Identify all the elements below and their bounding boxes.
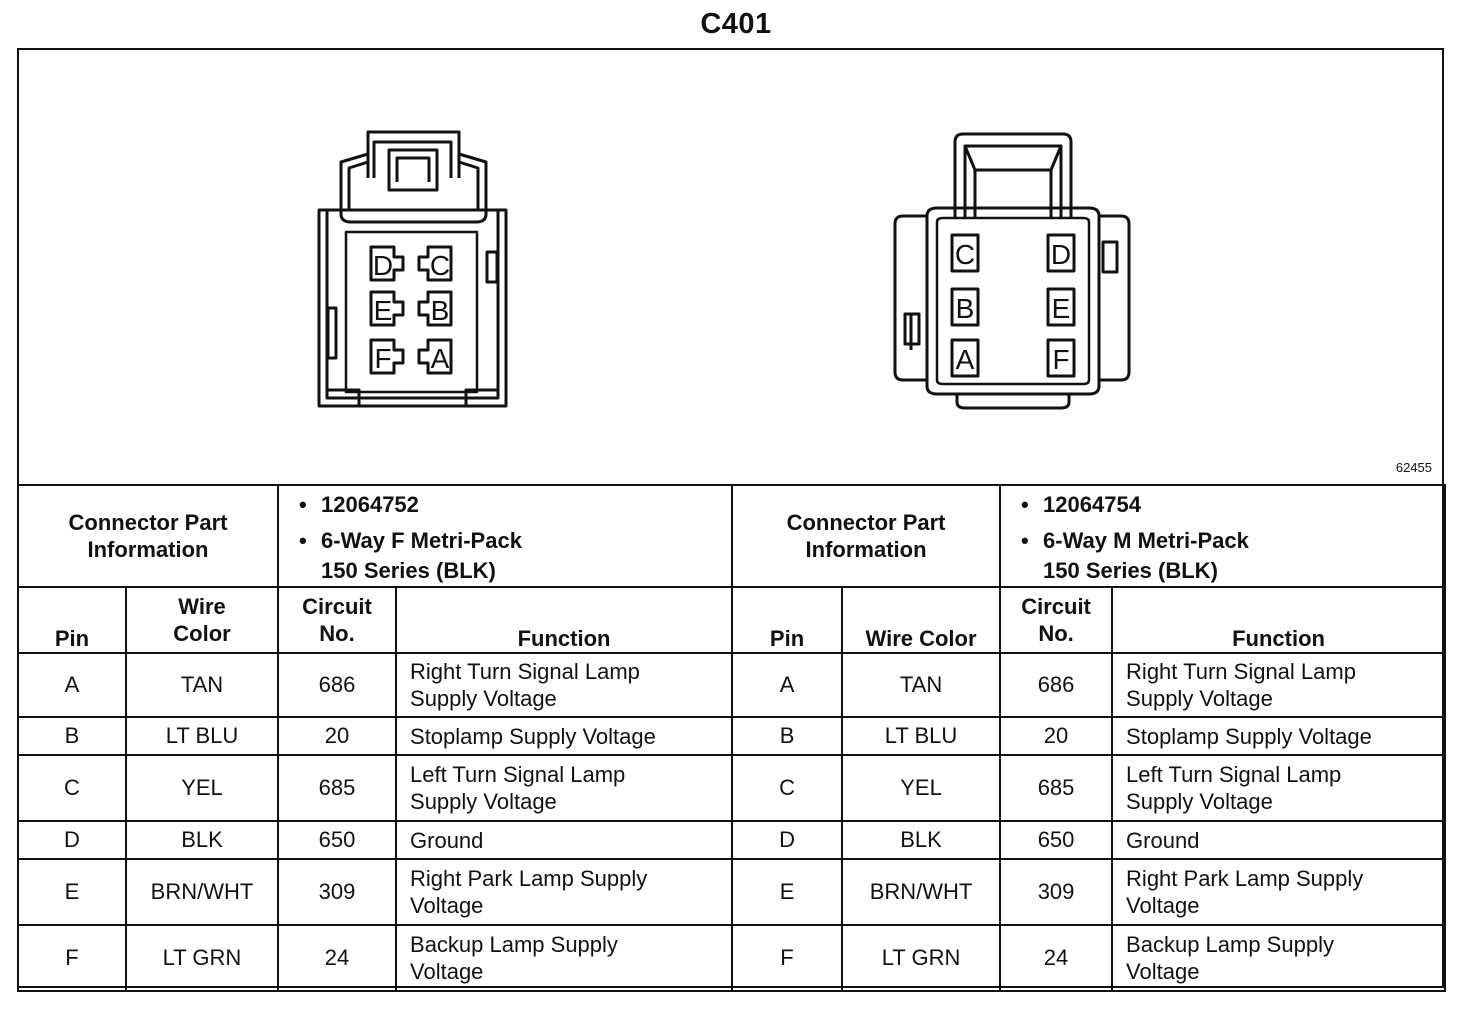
function-cell bbox=[396, 653, 732, 717]
female-cavity-label: A bbox=[430, 343, 450, 374]
wire-color-cell: TAN bbox=[842, 653, 1000, 717]
circuit-cell: 650 bbox=[278, 821, 396, 859]
circuit-cell: 309 bbox=[1000, 859, 1112, 925]
pin-cell: C bbox=[732, 755, 842, 821]
wire-color-cell: BRN/WHT bbox=[842, 859, 1000, 925]
female-cavity-label: D bbox=[372, 250, 394, 281]
function-line: Left Turn Signal Lamp bbox=[1126, 762, 1342, 787]
function-cell bbox=[1112, 653, 1445, 717]
table-row bbox=[18, 717, 1445, 755]
circuit-cell: 686 bbox=[278, 653, 396, 717]
male-cavity-label: E bbox=[1051, 293, 1071, 324]
female-cavity-label: B bbox=[430, 295, 450, 326]
female-cavity-label: C bbox=[429, 250, 451, 281]
pin-cell: A bbox=[18, 653, 126, 717]
wire-color-cell: LT GRN bbox=[842, 925, 1000, 991]
male-cavity-label: C bbox=[954, 239, 976, 270]
header-line: No. bbox=[319, 621, 355, 646]
wire-color-cell: BLK bbox=[126, 821, 278, 859]
header-line: No. bbox=[1038, 621, 1074, 646]
function-header: Function bbox=[1112, 587, 1445, 653]
function-cell bbox=[396, 859, 732, 925]
function-line: Backup Lamp Supply bbox=[410, 932, 618, 957]
function-cell bbox=[1112, 717, 1445, 755]
function-line: Voltage bbox=[410, 893, 484, 918]
function-line: Voltage bbox=[1126, 893, 1200, 918]
male-cavity-label: F bbox=[1052, 344, 1070, 375]
table-row bbox=[18, 653, 1445, 717]
wire-color-cell: BLK bbox=[842, 821, 1000, 859]
function-line: Supply Voltage bbox=[1126, 686, 1273, 711]
function-line: Stoplamp Supply Voltage bbox=[410, 723, 656, 749]
function-cell bbox=[396, 755, 732, 821]
function-line: Voltage bbox=[1126, 959, 1200, 984]
connector-diagram bbox=[19, 50, 1442, 484]
pinout-table bbox=[17, 484, 1446, 992]
table-row bbox=[18, 859, 1445, 925]
pin-cell: E bbox=[18, 859, 126, 925]
circuit-cell: 20 bbox=[1000, 717, 1112, 755]
male-cavity-label: D bbox=[1050, 239, 1072, 270]
function-line: Stoplamp Supply Voltage bbox=[1126, 723, 1372, 749]
table-row bbox=[18, 821, 1445, 859]
pin-header: Pin bbox=[732, 587, 842, 653]
pin-cell: A bbox=[732, 653, 842, 717]
wire-color-cell: YEL bbox=[842, 755, 1000, 821]
function-cell bbox=[1112, 821, 1445, 859]
connector-title: C401 bbox=[700, 8, 772, 40]
pin-cell: E bbox=[732, 859, 842, 925]
pin-cell: B bbox=[18, 717, 126, 755]
circuit-header bbox=[278, 587, 396, 653]
header-line: Circuit bbox=[302, 594, 372, 619]
function-line: Supply Voltage bbox=[410, 686, 557, 711]
wire-color-cell: LT BLU bbox=[126, 717, 278, 755]
pin-cell: D bbox=[732, 821, 842, 859]
part-info-label-line: Connector Part bbox=[786, 510, 946, 535]
connector-frame bbox=[17, 48, 1444, 988]
function-line: Right Park Lamp Supply bbox=[1126, 866, 1364, 891]
part-number: • 12064754 bbox=[1043, 490, 1444, 520]
circuit-cell: 24 bbox=[1000, 925, 1112, 991]
function-line: Left Turn Signal Lamp bbox=[410, 762, 626, 787]
function-line: Right Turn Signal Lamp bbox=[410, 659, 640, 684]
circuit-cell: 686 bbox=[1000, 653, 1112, 717]
function-line: Supply Voltage bbox=[1126, 789, 1273, 814]
table-row bbox=[18, 755, 1445, 821]
function-line: Right Turn Signal Lamp bbox=[1126, 659, 1356, 684]
header-line: Circuit bbox=[1021, 594, 1091, 619]
part-info-label-line: Connector Part bbox=[68, 510, 228, 535]
part-info-label-line: Information bbox=[87, 537, 209, 562]
header-line: Color bbox=[173, 621, 231, 646]
function-cell bbox=[396, 821, 732, 859]
wire-color-cell: LT BLU bbox=[842, 717, 1000, 755]
part-info-row bbox=[18, 485, 1445, 587]
pin-cell: D bbox=[18, 821, 126, 859]
part-number: • 12064752 bbox=[321, 490, 731, 520]
function-line: Supply Voltage bbox=[410, 789, 557, 814]
circuit-cell: 20 bbox=[278, 717, 396, 755]
function-line: Ground bbox=[410, 827, 484, 853]
wire-color-cell: LT GRN bbox=[126, 925, 278, 991]
part-description-cont: 150 Series (BLK) bbox=[1043, 558, 1218, 583]
circuit-cell: 685 bbox=[278, 755, 396, 821]
pin-header: Pin bbox=[18, 587, 126, 653]
circuit-cell: 650 bbox=[1000, 821, 1112, 859]
wire-color-cell: YEL bbox=[126, 755, 278, 821]
part-info-label bbox=[732, 485, 1000, 587]
wire-color-cell: BRN/WHT bbox=[126, 859, 278, 925]
male-cavity-label: A bbox=[955, 344, 975, 375]
part-description: • 6-Way M Metri-Pack bbox=[1043, 526, 1444, 556]
pin-cell: B bbox=[732, 717, 842, 755]
function-line: Ground bbox=[1126, 827, 1200, 853]
function-cell bbox=[1112, 755, 1445, 821]
function-cell bbox=[396, 717, 732, 755]
female-cavity-label: F bbox=[374, 343, 392, 374]
function-header: Function bbox=[396, 587, 732, 653]
male-cavity-label: B bbox=[955, 293, 975, 324]
function-cell bbox=[1112, 859, 1445, 925]
circuit-cell: 24 bbox=[278, 925, 396, 991]
female-cavity-label: E bbox=[373, 295, 393, 326]
function-line: Right Park Lamp Supply bbox=[410, 866, 648, 891]
pin-cell: F bbox=[18, 925, 126, 991]
circuit-header bbox=[1000, 587, 1112, 653]
table-row bbox=[18, 925, 1445, 991]
pin-cell: C bbox=[18, 755, 126, 821]
function-line: Backup Lamp Supply bbox=[1126, 932, 1334, 957]
figure-number: 62455 bbox=[1395, 460, 1432, 475]
part-description: • 6-Way F Metri-Pack bbox=[321, 526, 731, 556]
part-info-label bbox=[18, 485, 278, 587]
pin-rows bbox=[18, 653, 1445, 991]
header-line: Wire bbox=[178, 594, 226, 619]
function-cell bbox=[1112, 925, 1445, 991]
wire-color-cell: TAN bbox=[126, 653, 278, 717]
male-connector-drawing bbox=[895, 134, 1129, 408]
function-cell bbox=[396, 925, 732, 991]
part-info-details bbox=[278, 485, 732, 587]
column-header-row bbox=[18, 587, 1445, 653]
wire-color-header: Wire Color bbox=[842, 587, 1000, 653]
circuit-cell: 685 bbox=[1000, 755, 1112, 821]
part-info-label-line: Information bbox=[805, 537, 927, 562]
wire-color-header bbox=[126, 587, 278, 653]
circuit-cell: 309 bbox=[278, 859, 396, 925]
function-line: Voltage bbox=[410, 959, 484, 984]
pin-cell: F bbox=[732, 925, 842, 991]
female-connector-drawing bbox=[319, 132, 506, 406]
part-description-cont: 150 Series (BLK) bbox=[321, 558, 496, 583]
part-info-details bbox=[1000, 485, 1445, 587]
